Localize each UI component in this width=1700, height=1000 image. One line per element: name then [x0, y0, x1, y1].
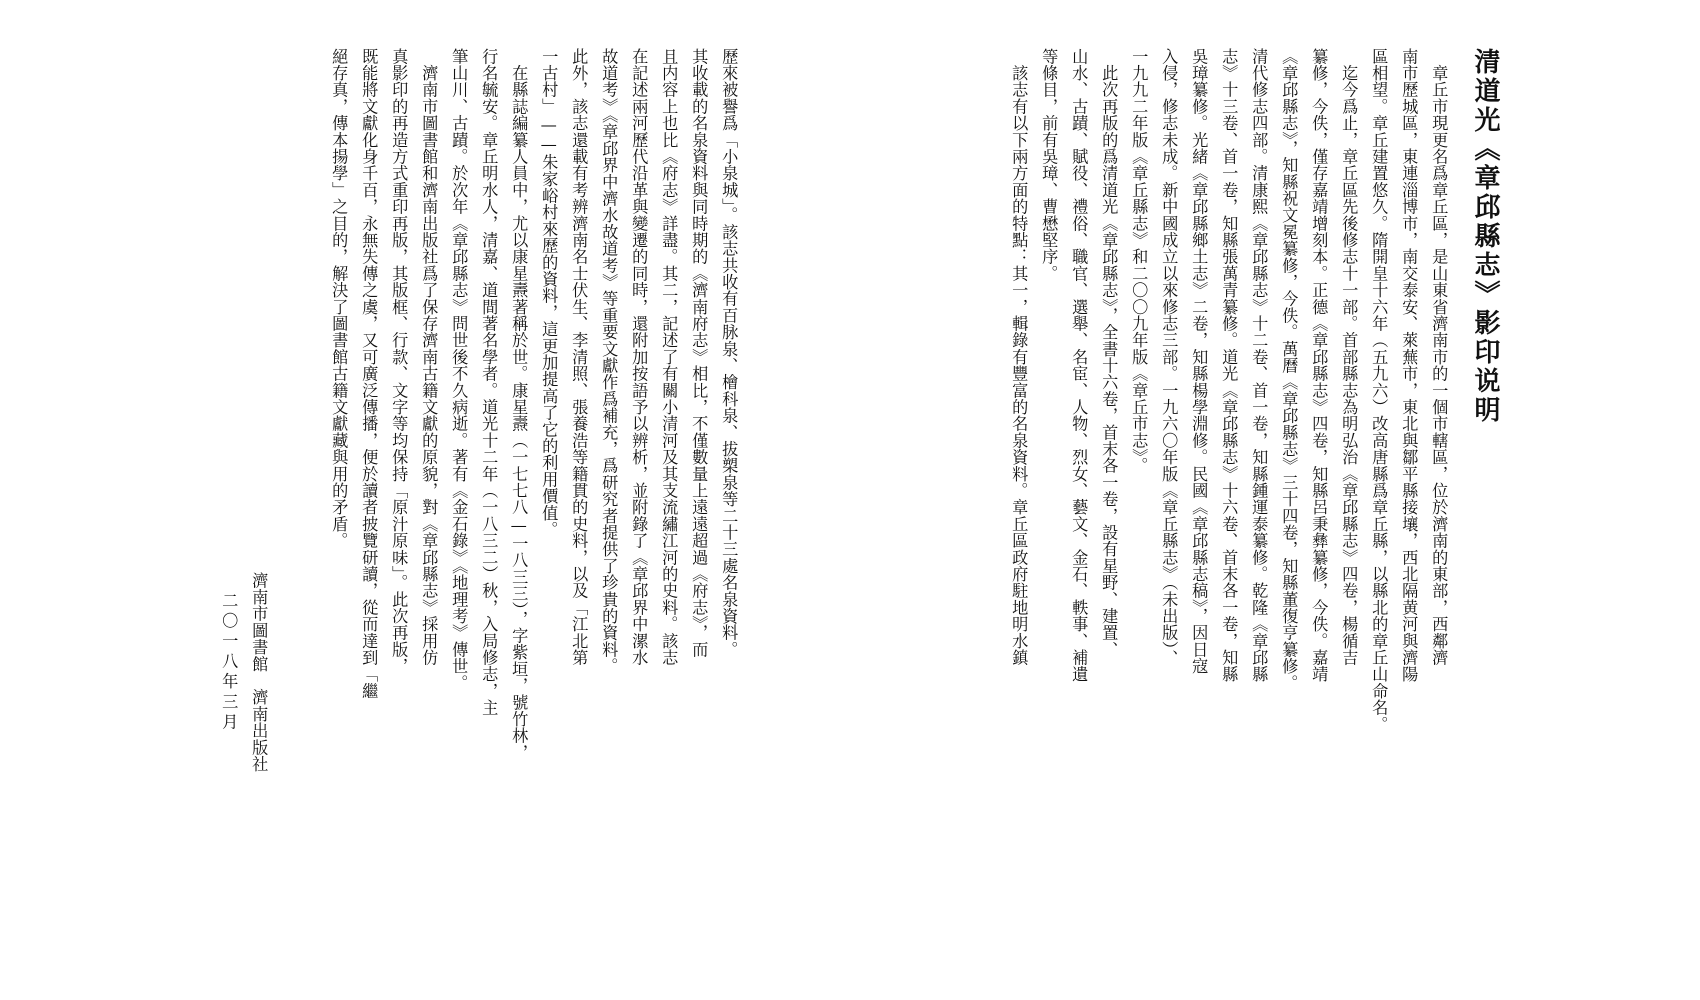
text-column: 章丘市現更名爲章丘區，是山東省濟南市的一個市轄區，位於濟南的東部，西鄰濟	[1429, 48, 1449, 666]
text-column: 筆山川、古蹟。於次年《章邱縣志》問世後不久病逝。著有《金石錄》《地理考》傳世。	[449, 48, 469, 692]
text-column: 纂修，今佚，僅存嘉靖增刻本。正德《章邱縣志》四卷，知縣呂秉彝纂修，今佚。嘉靖	[1309, 48, 1329, 683]
text-column: 志》十三卷、首一卷，知縣張萬青纂修。道光《章邱縣志》十六卷、首末各一卷，知縣	[1219, 48, 1239, 683]
text-column: 吳璋纂修。光緒《章邱縣鄉土志》二卷，知縣楊學淵修。民國《章邱縣志稿》，因日寇	[1189, 48, 1209, 675]
page-title: 清道光《章邱縣志》影印说明	[1470, 48, 1500, 425]
right-page	[960, 0, 1520, 1000]
text-column: 南市歷城區，東連淄博市，南交泰安、萊蕪市，東北與鄒平縣接壤，西北隔黄河與濟陽	[1399, 48, 1419, 683]
text-column: 其收載的名泉資料與同時期的《濟南府志》相比，不僅數量上遠遠超過《府志》，而	[689, 48, 709, 658]
text-column: 一古村」——朱家峪村來歷的資料，這更加提高了它的利用價值。	[539, 48, 559, 538]
text-column: 一九九二年版《章丘縣志》和二〇〇九年版《章丘市志》。	[1129, 48, 1149, 475]
text-column: 真影印的再造方式重印再版，其版框、行款、文字等均保持「原汁原味」。此次再版，	[389, 48, 409, 675]
text-column: 既能將文獻化身千百，永無失傳之虞，又可廣泛傳播，便於讀者披覽研讀，從而達到「繼	[359, 48, 379, 700]
left-page	[219, 0, 830, 1000]
text-column: 該志有以下兩方面的特點：其一，輯錄有豐富的名泉資料。章丘區政府駐地明水鎮	[1009, 48, 1029, 666]
text-column: 迄今爲止，章丘區先後修志十一部。首部縣志為明弘治《章邱縣志》四卷，楊循吉	[1339, 48, 1359, 666]
text-column: 區相望。章丘建置悠久。隋開皇十六年（五九六）改高唐縣爲章丘縣，以縣北的章丘山命名。	[1369, 48, 1389, 733]
text-column: 絕存真，傳本揚學」之目的，解決了圖書館古籍文獻藏與用的矛盾。	[329, 48, 349, 549]
text-column: 此外，該志還載有考辨濟南名士伏生、李清照、張養浩等籍貫的史料，以及「江北第	[569, 48, 589, 666]
text-column: 歷來被譽爲「小泉城」。該志共收有百脉泉、檜科泉、拔槊泉等二十三處名泉資料。	[719, 48, 739, 658]
text-column: 在記述兩河歷代沿革與變遷的同時，還附加按語予以辨析，並附錄了《章邱界中漯水	[629, 48, 649, 666]
publication-date: 二〇一八年三月	[219, 592, 239, 734]
text-column: 清代修志四部。清康熙《章邱縣志》十二卷、首一卷，知縣鍾運泰纂修。乾隆《章邱縣	[1249, 48, 1269, 683]
text-column: 行名毓安。章丘明水人，清嘉、道間著名學者。道光十二年（一八三二）秋，入局修志，主	[479, 48, 499, 716]
text-column: 故道考》《章邱界中濟水故道考》等重要文獻作爲補充，爲研究者提供了珍貴的資料。	[599, 48, 619, 675]
text-column: 且内容上也比《府志》詳盡。其二，記述了有關小清河及其支流繡江河的史料。該志	[659, 48, 679, 666]
text-column: 山水、古蹟、賦役、禮俗、職官、選舉、名宦、人物、烈女、藝文、金石、軼事、補遺	[1069, 48, 1089, 683]
text-column: 濟南市圖書館和濟南出版社爲了保存濟南古籍文獻的原貌，對《章邱縣志》採用仿	[419, 48, 439, 666]
text-column: 在縣誌編纂人員中，尤以康星燾著稱於世。康星燾（一七七八—一八三三），字紫垣，號竹林，	[509, 48, 529, 761]
text-column: 此次再版的爲清道光《章邱縣志》，全書十六卷，首末各一卷，設有星野、建置、	[1099, 48, 1119, 658]
publisher-signature: 濟南市圖書館 濟南出版社	[249, 572, 269, 773]
text-column: 等條目，前有吳璋、曹懋堅序。	[1039, 48, 1059, 282]
text-column: 《章邱縣志》，知縣祝文冕纂修，今佚。萬曆《章邱縣志》三十四卷，知縣董復亨纂修。	[1279, 48, 1299, 692]
text-column: 入侵，修志未成。新中國成立以來修志三部。一九六〇年版《章丘縣志》（未出版）、	[1159, 48, 1179, 667]
